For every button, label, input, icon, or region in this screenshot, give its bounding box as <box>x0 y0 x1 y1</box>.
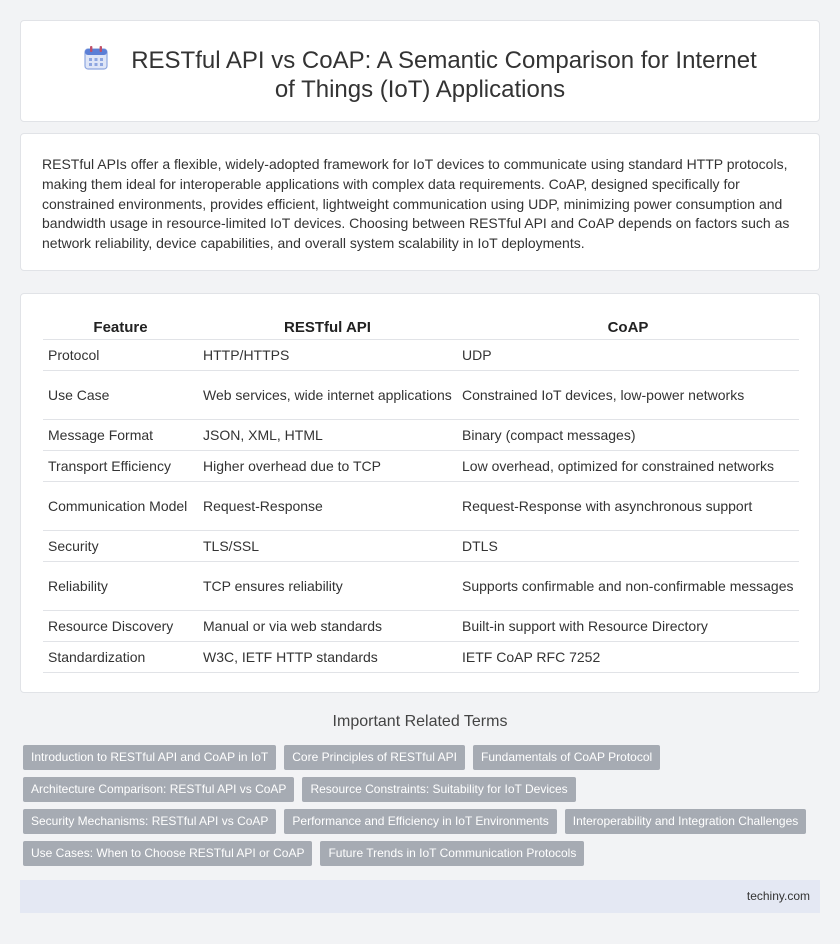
tag-row <box>23 809 814 834</box>
table-cell: Security <box>43 530 198 561</box>
table-cell: Built-in support with Resource Directory <box>457 610 799 641</box>
table-cell: Manual or via web standards <box>198 610 457 641</box>
tag-row <box>23 841 592 866</box>
title-text: RESTful API vs CoAP: A Semantic Comparison for Internet of Things (IoT) Applications <box>131 47 757 103</box>
related-tag[interactable]: Security Mechanisms: RESTful API vs CoAP <box>23 809 276 834</box>
table-cell: UDP <box>457 339 799 370</box>
intro-paragraph: RESTful APIs offer a flexible, widely-adopted framework for IoT devices to communicate using standard HTTP protocols, making them ideal for interoperable applications with complex data requirements. CoAP, designed specifically for constrained environments, provides efficient, lightweight communication using UDP, minimizing power consumption and bandwidth usage in resource-limited IoT devices. Choosing between RESTful API and CoAP depends on factors such as network reliability, device capabilities, and overall system scalability in IoT deployments. <box>42 156 790 252</box>
table-cell: Supports confirmable and non-confirmable messages <box>457 561 799 610</box>
table-row <box>43 370 799 419</box>
table-cell: Standardization <box>43 641 198 672</box>
related-tag[interactable]: Interoperability and Integration Challenges <box>565 809 806 834</box>
related-tag[interactable]: Introduction to RESTful API and CoAP in IoT <box>23 745 276 770</box>
tag-row <box>23 745 668 770</box>
header-coap: CoAP <box>457 317 799 339</box>
table-header-row <box>43 317 799 339</box>
table-cell: HTTP/HTTPS <box>198 339 457 370</box>
table-cell: Higher overhead due to TCP <box>198 450 457 481</box>
footer-site-link[interactable]: techiny.com <box>746 889 810 903</box>
table-cell: Request-Response <box>198 481 457 530</box>
related-tag[interactable]: Architecture Comparison: RESTful API vs CoAP <box>23 777 294 802</box>
table-row <box>43 561 799 610</box>
table-row <box>43 339 799 370</box>
table-cell: Transport Efficiency <box>43 450 198 481</box>
table-cell: TCP ensures reliability <box>198 561 457 610</box>
related-tag[interactable]: Use Cases: When to Choose RESTful API or CoAP <box>23 841 312 866</box>
related-tag[interactable]: Fundamentals of CoAP Protocol <box>473 745 660 770</box>
related-terms-heading: Important Related Terms <box>332 713 508 730</box>
related-tag[interactable]: Core Principles of RESTful API <box>284 745 465 770</box>
page-title <box>21 45 819 104</box>
related-tag[interactable]: Future Trends in IoT Communication Protocols <box>320 841 584 866</box>
footer <box>20 880 820 913</box>
title-card <box>20 20 820 122</box>
intro-card <box>20 133 820 271</box>
table-row <box>43 530 799 561</box>
table-row <box>43 610 799 641</box>
table-cell: JSON, XML, HTML <box>198 419 457 450</box>
related-tag[interactable]: Performance and Efficiency in IoT Environments <box>284 809 556 834</box>
comparison-table <box>43 317 799 673</box>
table-row <box>43 450 799 481</box>
related-tag[interactable]: Resource Constraints: Suitability for IoT Devices <box>302 777 575 802</box>
table-cell: Binary (compact messages) <box>457 419 799 450</box>
table-cell: Communication Model <box>43 481 198 530</box>
table-cell: Request-Response with asynchronous support <box>457 481 799 530</box>
table-cell: Protocol <box>43 339 198 370</box>
header-feature: Feature <box>43 317 198 339</box>
calendar-icon <box>83 45 109 71</box>
table-cell: DTLS <box>457 530 799 561</box>
table-cell: Constrained IoT devices, low-power networks <box>457 370 799 419</box>
table-cell: Web services, wide internet applications <box>198 370 457 419</box>
table-row <box>43 481 799 530</box>
table-row <box>43 641 799 672</box>
table-cell: Reliability <box>43 561 198 610</box>
table-cell: Resource Discovery <box>43 610 198 641</box>
table-cell: TLS/SSL <box>198 530 457 561</box>
table-cell: IETF CoAP RFC 7252 <box>457 641 799 672</box>
table-cell: Message Format <box>43 419 198 450</box>
table-cell: W3C, IETF HTTP standards <box>198 641 457 672</box>
header-restful: RESTful API <box>198 317 457 339</box>
comparison-card <box>20 293 820 693</box>
table-cell: Low overhead, optimized for constrained networks <box>457 450 799 481</box>
table-cell: Use Case <box>43 370 198 419</box>
tag-row <box>23 777 584 802</box>
table-row <box>43 419 799 450</box>
